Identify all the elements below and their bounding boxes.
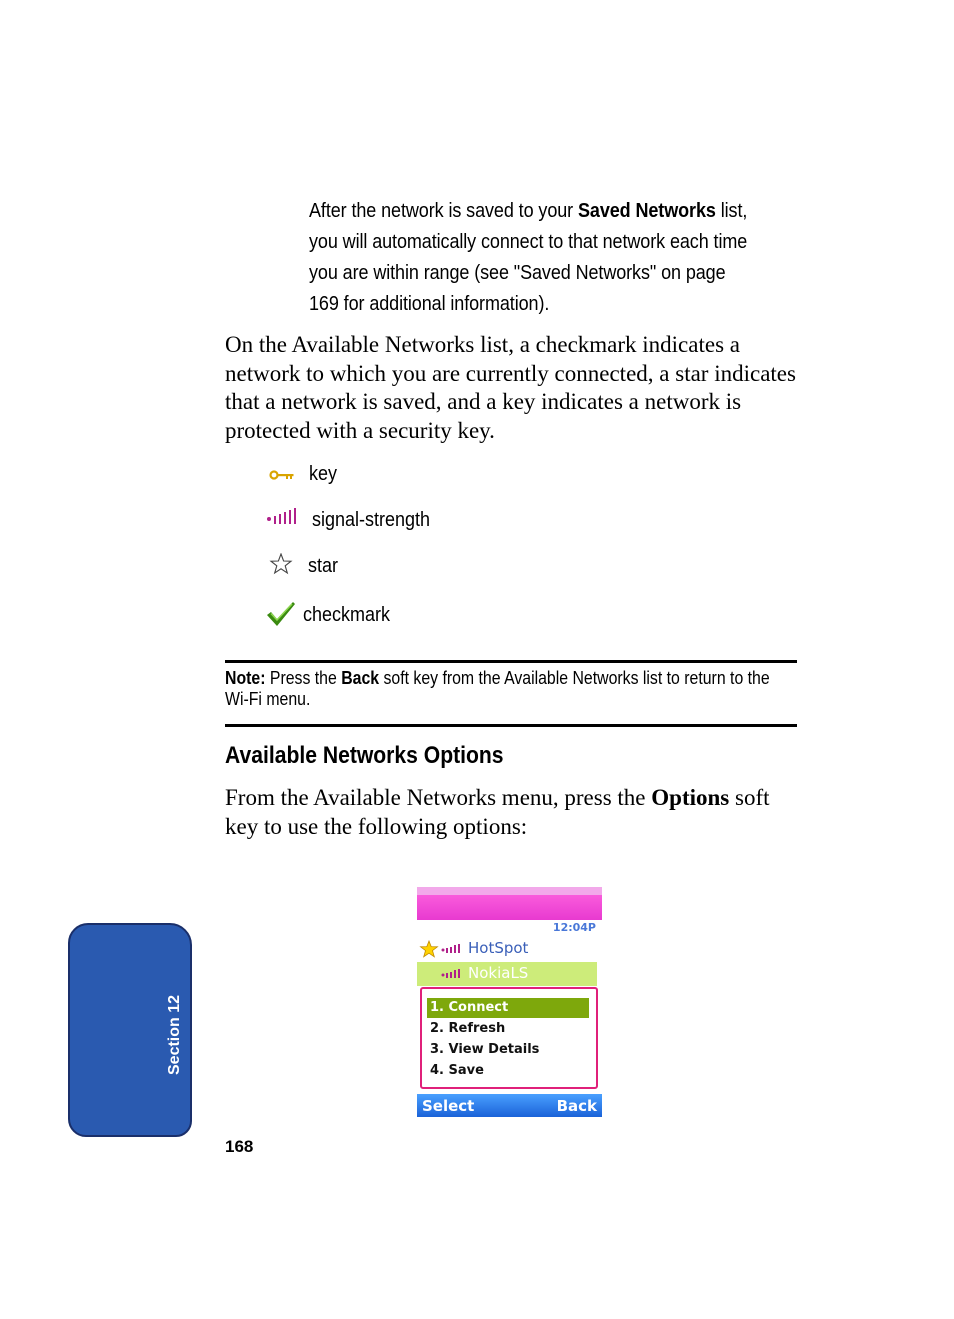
note-text-before: Press the	[265, 668, 342, 688]
options-popup-menu	[420, 987, 598, 1089]
options-intro-paragraph	[225, 784, 805, 841]
signal-strength-icon	[266, 507, 300, 527]
network-name-nokials: NokiaLS	[468, 964, 529, 982]
signal-icon	[441, 968, 461, 980]
phone-softkey-bar	[417, 1094, 602, 1117]
note-text-after: soft key from the Available Networks list to return to the Wi-Fi menu.	[225, 668, 770, 709]
note-prefix: Note:	[225, 668, 266, 688]
intro-text-before: After the network is saved to your	[309, 200, 578, 222]
legend-label-signal-strength: signal-strength	[312, 509, 431, 531]
network-row-nokials[interactable]	[417, 962, 597, 986]
saved-star-icon	[419, 940, 439, 958]
menu-item-refresh[interactable]: 2. Refresh	[430, 1021, 506, 1036]
note-bottom-rule	[225, 724, 797, 727]
legend-label-star: star	[308, 555, 339, 577]
checkmark-icon	[265, 600, 297, 628]
intro-bold-saved-networks: Saved Networks	[577, 200, 716, 222]
softkey-back[interactable]: Back	[556, 1097, 597, 1115]
note-text	[225, 668, 788, 710]
options-text-before: From the Available Networks menu, press the	[225, 785, 652, 810]
legend-row-checkmark	[265, 604, 465, 634]
legend-row-key	[265, 463, 465, 493]
legend-label-key: key	[309, 463, 338, 485]
menu-item-save[interactable]: 4. Save	[430, 1063, 484, 1078]
network-name-hotspot: HotSpot	[468, 939, 529, 957]
phone-title-strip	[417, 887, 602, 895]
section-heading: Available Networks Options	[225, 742, 504, 769]
note-top-rule	[225, 660, 797, 663]
phone-screenshot	[417, 887, 602, 1117]
legend-row-signal-strength	[265, 509, 485, 539]
page-number: 168	[225, 1137, 254, 1156]
intro-text-after: list, you will automatically connect to that network each time you are within range (see "Saved Networks" on page 169 for additional information).	[309, 200, 748, 315]
phone-time: 12:04P	[552, 921, 596, 934]
options-bold-options: Options	[651, 785, 730, 810]
section-label: Section 12	[166, 994, 183, 1075]
menu-item-view-details[interactable]: 3. View Details	[430, 1042, 540, 1057]
signal-icon	[441, 943, 461, 955]
key-icon	[269, 468, 295, 482]
options-text-after: soft key to use the following options:	[225, 785, 770, 839]
icons-explanation-paragraph: On the Available Networks list, a checkmark indicates a network to which you are currently connected, a star indicates that a network is saved, and a key indicates a network is protected with a security key.	[225, 332, 796, 443]
softkey-select[interactable]: Select	[422, 1097, 475, 1115]
star-icon	[269, 553, 293, 575]
network-row-hotspot[interactable]	[417, 937, 602, 961]
note-bold-back: Back	[341, 668, 380, 688]
legend-label-checkmark: checkmark	[303, 604, 391, 626]
menu-item-connect[interactable]: 1. Connect	[427, 998, 589, 1018]
legend-row-star	[265, 555, 465, 585]
intro-paragraph	[309, 196, 759, 320]
